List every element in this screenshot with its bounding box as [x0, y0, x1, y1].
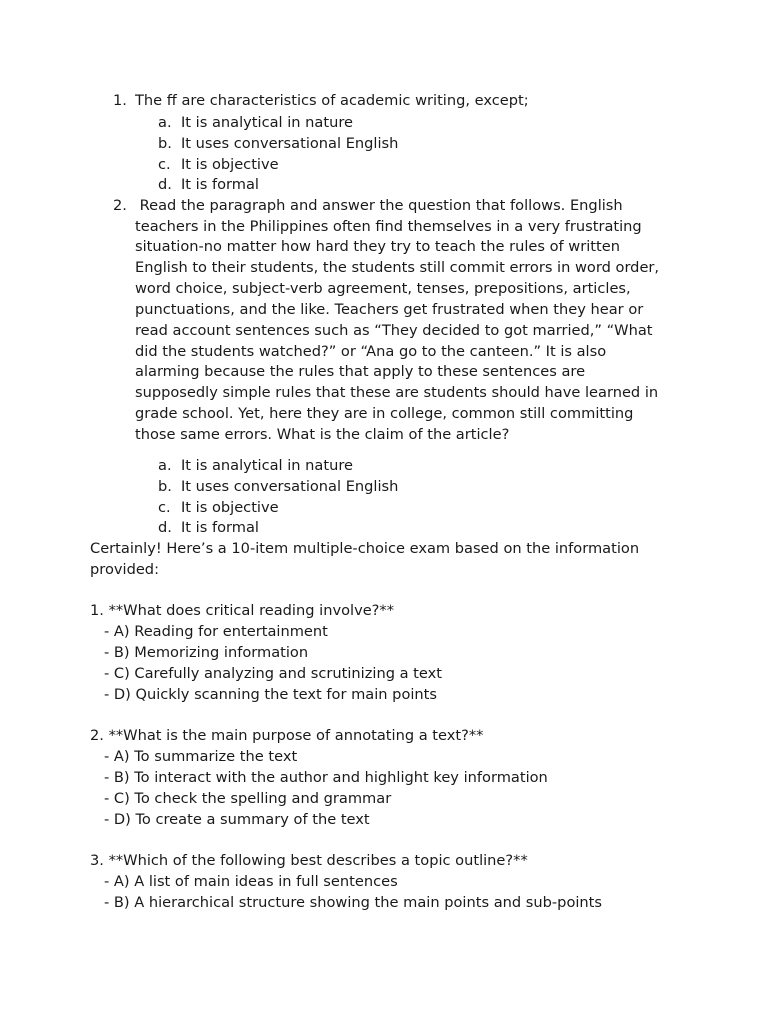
q2-paragraph-line: situation-no matter how hard they try to teach the rules of written — [135, 238, 620, 255]
q1-option-a: It is analytical in nature — [181, 114, 353, 131]
q1-text: The ff are characteristics of academic writing, except; — [135, 92, 529, 109]
q2-number: 2. — [113, 197, 127, 214]
exam-3-option-a: - A) A list of main ideas in full sentences — [104, 873, 398, 890]
q1-option-b-letter: b. — [158, 135, 172, 152]
q2-paragraph-line: Read the paragraph and answer the question that follows. English — [135, 197, 623, 214]
q1-option-b: It uses conversational English — [181, 135, 399, 152]
exam-question-2: 2. **What is the main purpose of annotating a text?** — [90, 727, 484, 744]
exam-question-1: 1. **What does critical reading involve?** — [90, 602, 395, 619]
q2-option-c-letter: c. — [158, 499, 171, 516]
exam-2-option-b: - B) To interact with the author and highlight key information — [104, 769, 548, 786]
exam-2-option-a: - A) To summarize the text — [104, 748, 298, 765]
q2-option-d: It is formal — [181, 519, 259, 536]
q2-paragraph-line: alarming because the rules that apply to these sentences are — [135, 363, 586, 380]
q2-paragraph-line: supposedly simple rules that these are students should have learned in — [135, 384, 659, 401]
q1-option-c-letter: c. — [158, 156, 171, 173]
q2-paragraph-line: did the students watched?” or “Ana go to the canteen.” It is also — [135, 343, 607, 360]
exam-1-option-d: - D) Quickly scanning the text for main points — [104, 686, 438, 703]
q2-option-c: It is objective — [181, 499, 279, 516]
q1-option-d: It is formal — [181, 176, 259, 193]
exam-1-option-b: - B) Memorizing information — [104, 644, 309, 661]
q1-option-a-letter: a. — [158, 114, 172, 131]
q2-option-b-letter: b. — [158, 478, 172, 495]
intro-line: provided: — [90, 561, 159, 578]
q1-option-d-letter: d. — [158, 176, 172, 193]
exam-1-option-c: - C) Carefully analyzing and scrutinizing a text — [104, 665, 442, 682]
q2-paragraph-line: read account sentences such as “They decided to got married,” “What — [135, 322, 653, 339]
q2-option-a: It is analytical in nature — [181, 457, 353, 474]
exam-question-3: 3. **Which of the following best describes a topic outline?** — [90, 852, 528, 869]
q2-paragraph-line: word choice, subject-verb agreement, tenses, prepositions, articles, — [135, 280, 631, 297]
q2-paragraph-line: grade school. Yet, here they are in college, common still committing — [135, 405, 634, 422]
exam-3-option-b: - B) A hierarchical structure showing the main points and sub-points — [104, 894, 603, 911]
q2-option-a-letter: a. — [158, 457, 172, 474]
q1-number: 1. — [113, 92, 127, 109]
q1-option-c: It is objective — [181, 156, 279, 173]
q2-paragraph-line: punctuations, and the like. Teachers get frustrated when they hear or — [135, 301, 644, 318]
exam-1-option-a: - A) Reading for entertainment — [104, 623, 328, 640]
intro-line: Certainly! Here’s a 10-item multiple-choice exam based on the information — [90, 540, 640, 557]
exam-2-option-d: - D) To create a summary of the text — [104, 811, 370, 828]
q2-paragraph-line: teachers in the Philippines often find themselves in a very frustrating — [135, 218, 642, 235]
q2-paragraph-line: English to their students, the students still commit errors in word order, — [135, 259, 660, 276]
q2-paragraph-line: those same errors. What is the claim of the article? — [135, 426, 510, 443]
q2-option-d-letter: d. — [158, 519, 172, 536]
exam-2-option-c: - C) To check the spelling and grammar — [104, 790, 392, 807]
q2-option-b: It uses conversational English — [181, 478, 399, 495]
